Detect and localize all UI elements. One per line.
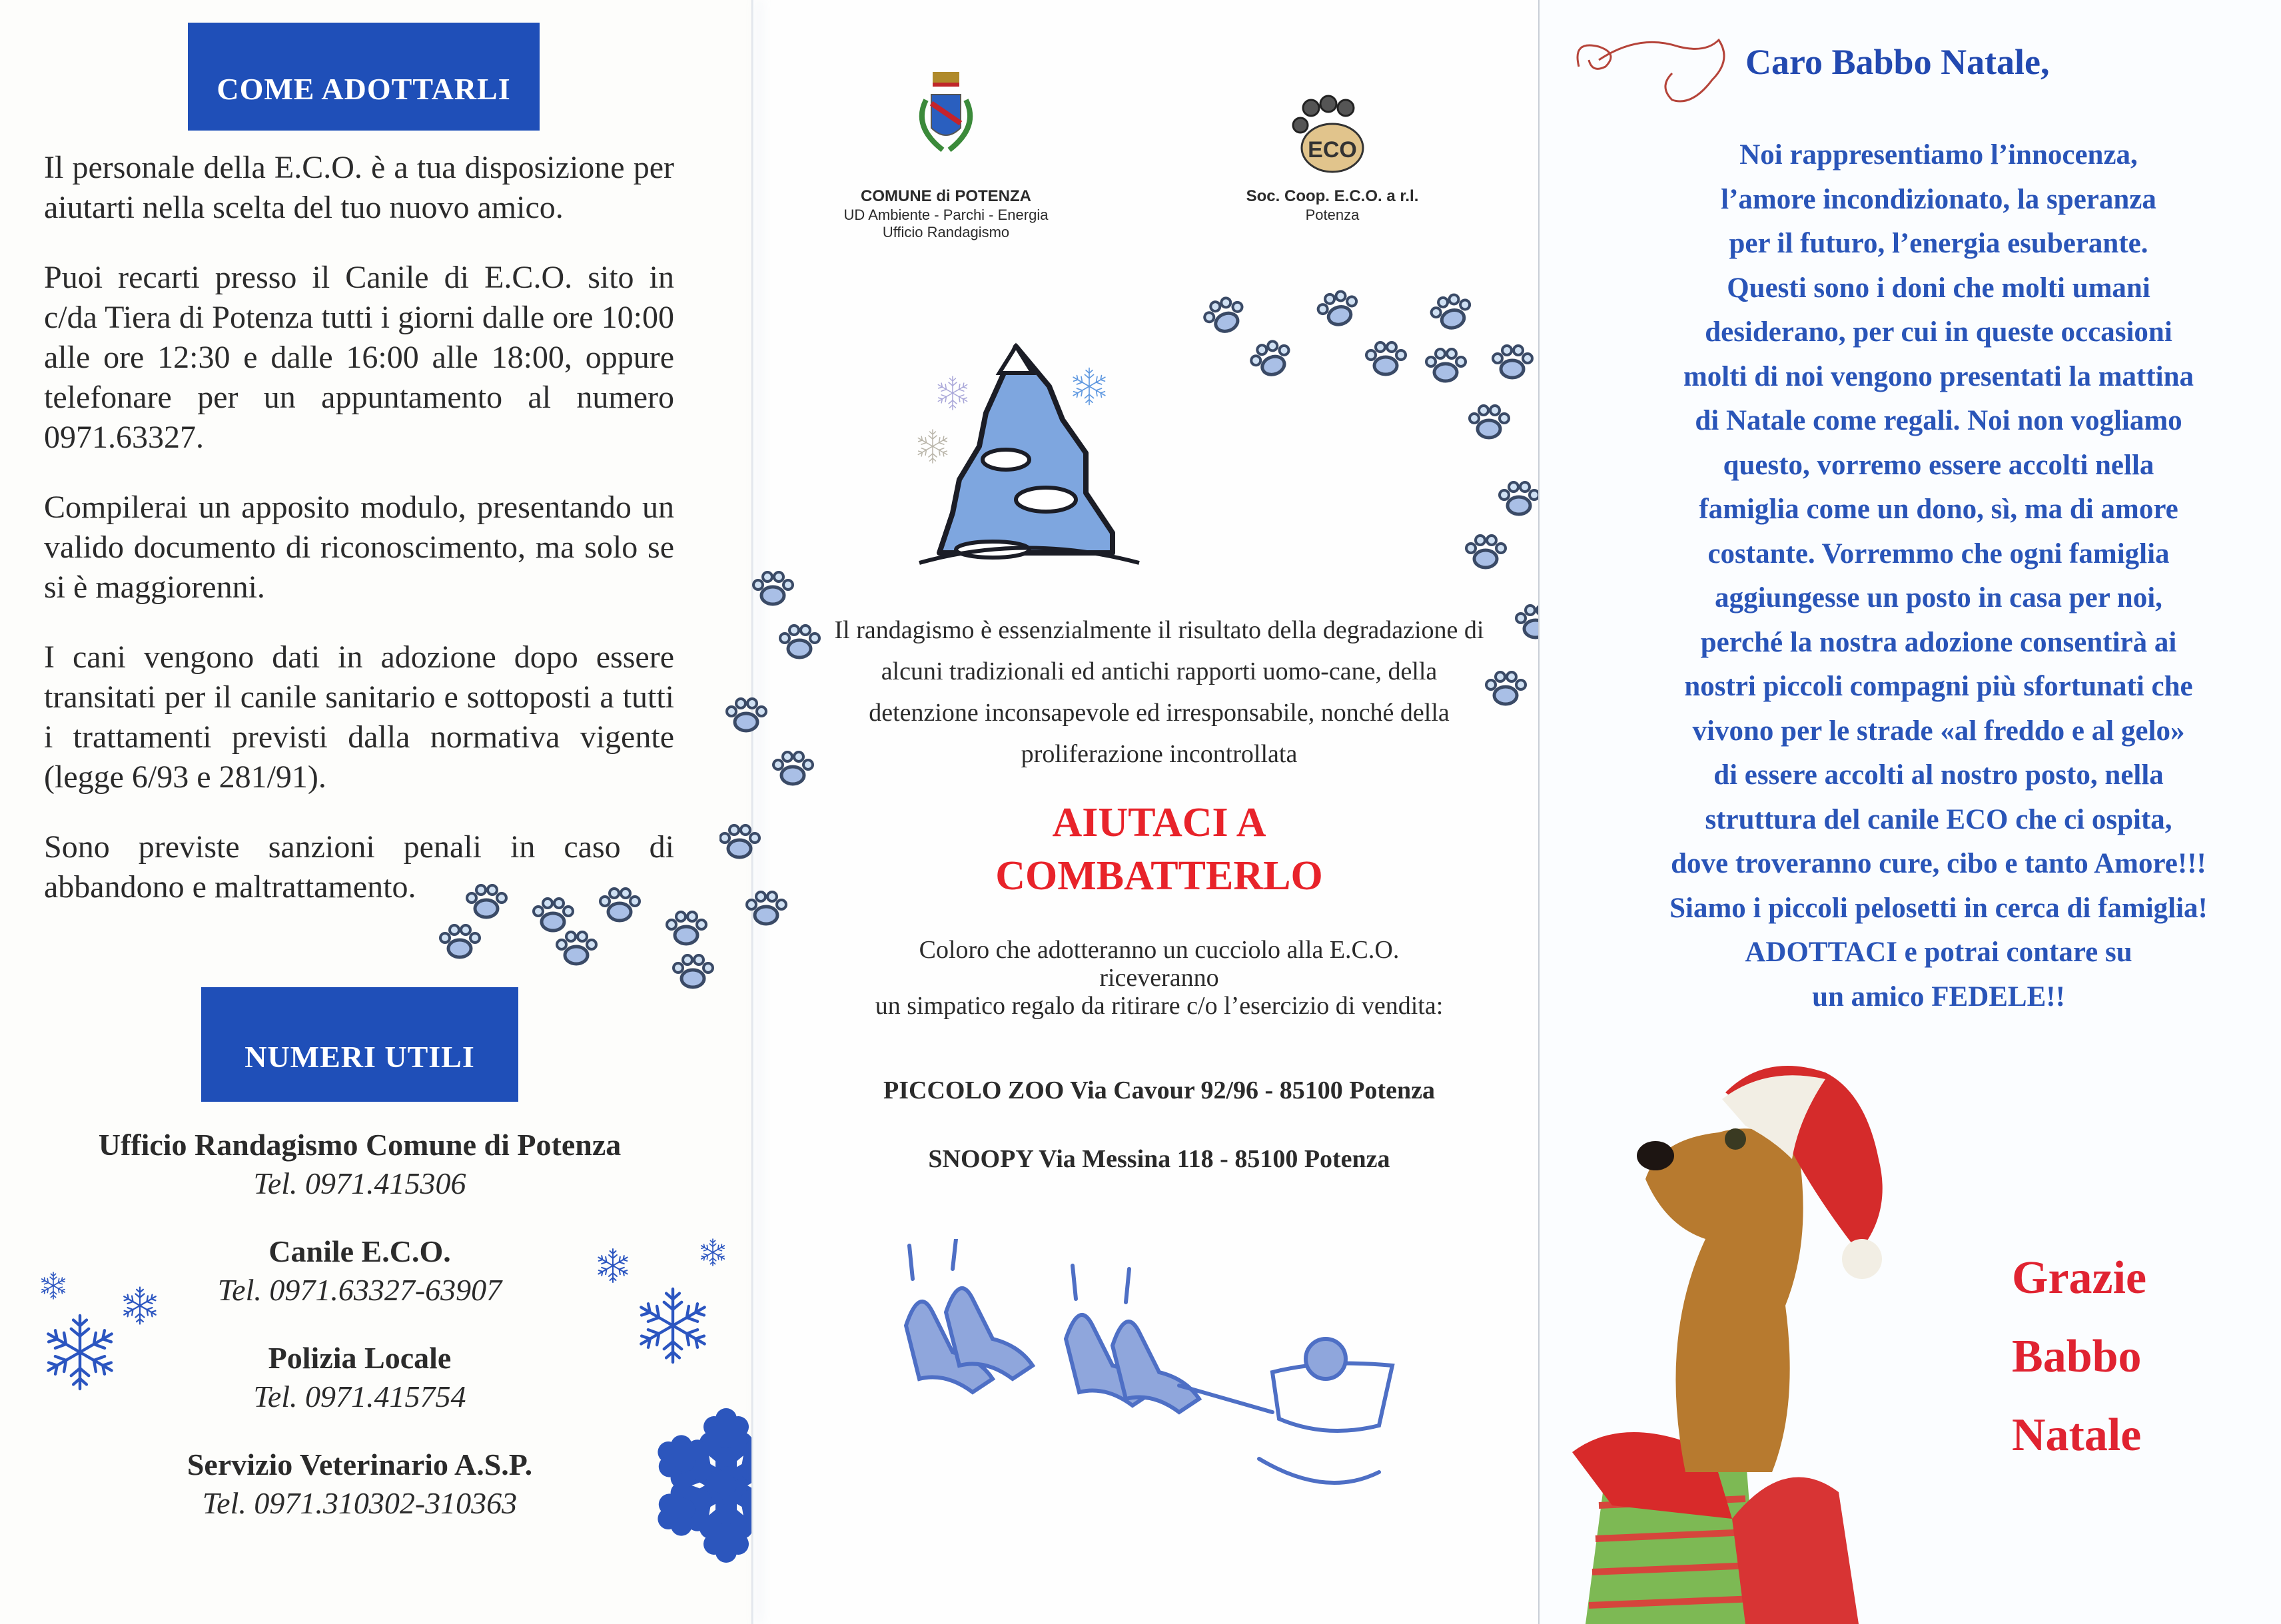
adoption-instructions	[44, 148, 674, 937]
letter-line: nostri piccoli compagni più sfortunati che	[1684, 671, 2193, 702]
letter-line: di essere accolti al nostro posto, nella	[1713, 759, 2164, 791]
gift-line: un simpatico regalo da ritirare c/o l’esercizio di vendita:	[875, 992, 1444, 1020]
thanks-line: Babbo	[2012, 1331, 2142, 1382]
letter-line: ADOTTACI e potrai contare su	[1745, 937, 2132, 968]
adoption-paragraph: I cani vengono dati in adozione dopo essere transitati per il canile sanitario e sottoposti a tutti i trattamenti previsti dalla normativa vigente (legge 6/93 e 281/91).	[44, 639, 674, 795]
thanks-message	[2012, 1239, 2146, 1475]
letter-line: un amico FEDELE!!	[1812, 981, 2065, 1013]
comune-department: UD Ambiente - Parchi - Energia	[843, 206, 1049, 223]
contact-phone: Tel. 0971.310302-310363	[202, 1486, 518, 1520]
randagismo-paragraph: Il randagismo è essenzialmente il risultato della degradazione di alcuni tradizionali ed antichi rapporti uomo-cane, della detenzione inconsapevole ed irresponsabile, nonché della proliferazione incontrollata	[834, 616, 1484, 768]
letter-line: Siamo i piccoli pelosetti in cerca di famiglia!	[1669, 892, 2208, 924]
santa-sleigh-reindeer-icon	[846, 1239, 1446, 1505]
gift-line: Coloro che adotteranno un cucciolo alla E.C.O.	[919, 936, 1400, 964]
letter-line: struttura del canile ECO che ci ospita,	[1705, 803, 2172, 835]
contact-phone: Tel. 0971.415754	[253, 1380, 466, 1414]
dog-santa-hat-picture	[1546, 1039, 2052, 1624]
paw-prints-icon	[719, 553, 839, 966]
scroll-ornament-icon	[1566, 27, 1739, 127]
gift-info	[799, 936, 1519, 1020]
letter-line: molti di noi vengono presentati la mattina	[1683, 360, 2194, 392]
letter-greeting: Caro Babbo Natale,	[1745, 42, 2050, 82]
contact-phone: Tel. 0971.415306	[253, 1166, 466, 1200]
eco-city: Potenza	[1305, 206, 1360, 223]
numeri-utili-header: NUMERI UTILI	[201, 987, 518, 1102]
snowflake-cluster-icon	[7, 1252, 167, 1425]
come-adottarli-header: COME ADOTTARLI	[188, 23, 540, 131]
thanks-line: Natale	[2012, 1410, 2142, 1461]
thanks-line: Grazie	[2012, 1252, 2147, 1304]
adoption-paragraph: Puoi recarti presso il Canile di E.C.O. sito in c/da Tiera di Potenza tutti i giorni dalle ore 10:00 alle ore 12:30 e dalle 16:00 alle 18:00, oppure telefonare per un appuntamento al numero 0971.63327.	[44, 260, 674, 455]
snowflake-icon	[933, 373, 973, 413]
call-to-action	[799, 796, 1519, 903]
comune-title: COMUNE di POTENZA	[861, 187, 1031, 205]
letter-line: costante. Vorremmo che ogni famiglia	[1707, 538, 2170, 570]
letter-line: di Natale come regali. Noi non vogliamo	[1695, 405, 2182, 436]
adoption-paragraph: Il personale della E.C.O. è a tua disposizione per aiutarti nella scelta del tuo nuovo amico.	[44, 150, 674, 225]
letter-line: famiglia come un dono, sì, ma di amore	[1699, 494, 2178, 525]
eco-logo-text: ECO	[1308, 137, 1357, 163]
comune-logo-caption	[799, 80, 1093, 241]
letter-line: vivono per le strade «al freddo e al gelo»	[1692, 715, 2185, 747]
eco-logo-caption	[1192, 93, 1472, 224]
snowflake-icon	[1066, 363, 1113, 410]
shop-address: PICCOLO ZOO Via Cavour 92/96 - 85100 Potenza	[883, 1076, 1435, 1104]
snowflake-icon	[913, 426, 953, 466]
fold-line	[1538, 0, 1540, 1624]
letter-line: dove troveranno cure, cibo e tanto Amore!!!	[1671, 848, 2206, 879]
letter-body	[1586, 133, 2281, 1019]
letter-line: Questi sono i doni che molti umani	[1727, 272, 2150, 304]
cta-line: AIUTACI A	[1052, 800, 1266, 845]
adoption-paragraph: Sono previste sanzioni penali in caso di abbandono e maltrattamento.	[44, 829, 674, 905]
letter-line: perché la nostra adozione consentirà ai	[1700, 626, 2177, 658]
gift-line: riceveranno	[1099, 964, 1219, 992]
letter-line: aggiungesse un posto in casa per noi,	[1715, 582, 2162, 613]
contact-name: Ufficio Randagismo Comune di Potenza	[98, 1128, 622, 1162]
adoption-paragraph: Compilerai un apposito modulo, presentando un valido documento di riconoscimento, ma solo se si è maggiorenni.	[44, 490, 674, 605]
contact-phone: Tel. 0971.63327-63907	[217, 1273, 502, 1307]
contact-name: Canile E.C.O.	[268, 1234, 451, 1268]
eco-title: Soc. Coop. E.C.O. a r.l.	[1246, 187, 1419, 205]
letter-line: desiderano, per cui in queste occasioni	[1705, 316, 2172, 348]
letter-line: per il futuro, l’energia esuberante.	[1729, 228, 2148, 259]
letter-line: questo, vorremo essere accolti nella	[1723, 449, 2154, 481]
contact-name: Servizio Veterinario A.S.P.	[187, 1447, 533, 1481]
shop-address: SNOOPY Via Messina 118 - 85100 Potenza	[928, 1145, 1390, 1173]
contact-item	[0, 1445, 719, 1523]
letter-line: Noi rappresentiamo l’innocenza,	[1739, 139, 2138, 171]
cta-line: COMBATTERLO	[995, 853, 1323, 899]
snowflake-cluster-icon	[573, 1226, 746, 1399]
contact-item	[0, 1126, 719, 1203]
comune-office: Ufficio Randagismo	[882, 224, 1010, 240]
letter-line: l’amore incondizionato, la speranza	[1721, 183, 2156, 215]
contact-name: Polizia Locale	[268, 1341, 452, 1375]
